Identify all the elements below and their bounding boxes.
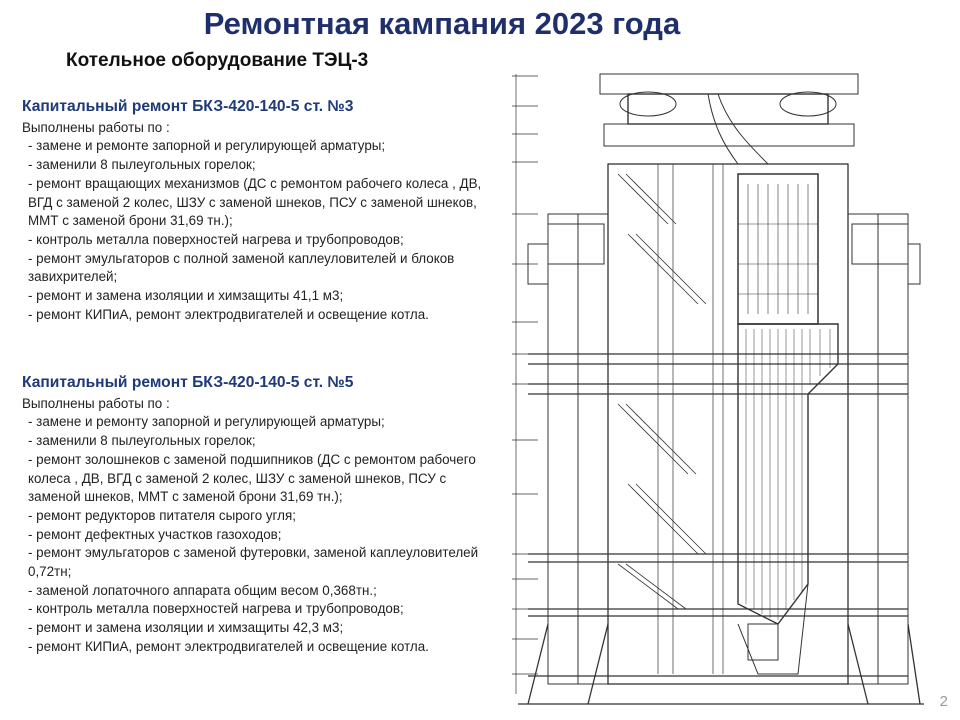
list-item: - контроль металла поверхностей нагрева и трубопроводов; bbox=[28, 231, 404, 247]
list-item: - ремонт вращающих механизмов (ДС с ремонтом рабочего колеса , ДВ, ВГД с заменой 2 колес, ШЗУ с заменой шнеков, ПСУ с заменой шнеков, ММТ с заменой брони 31,69 тн.); bbox=[28, 175, 482, 229]
list-item: - заменили 8 пылеугольных горелок; bbox=[28, 433, 256, 449]
work-list bbox=[22, 137, 492, 324]
section-lead: Выполнены работы по : bbox=[22, 119, 170, 135]
list-item: - ремонт золошнеков с заменой подшипников (ДС с ремонтом рабочего колеса , ДВ, ВГД с заменой 2 колес, ШЗУ с заменой шнеков, ПСУ с заменой шнеков, ММТ с заменой брони 31,69 тн.); bbox=[28, 451, 476, 505]
list-item: - ремонт и замена изоляции и химзащиты 42,3 м3; bbox=[28, 620, 344, 636]
list-item: - замене и ремонте запорной и регулирующей арматуры; bbox=[28, 138, 386, 154]
page-number: 2 bbox=[939, 693, 948, 710]
boiler-drawing-icon bbox=[508, 64, 924, 714]
work-list bbox=[22, 413, 492, 656]
list-item: - заменили 8 пылеугольных горелок; bbox=[28, 157, 256, 173]
section-boiler-5 bbox=[22, 374, 492, 657]
section-heading: Капитальный ремонт БКЗ-420-140-5 ст. №5 bbox=[22, 374, 354, 391]
slide-subtitle: Котельное оборудование ТЭЦ-3 bbox=[66, 50, 369, 71]
list-item: - заменой лопаточного аппарата общим весом 0,368тн.; bbox=[28, 582, 377, 598]
list-item: - замене и ремонту запорной и регулирующей арматуры; bbox=[28, 414, 385, 430]
list-item: - ремонт КИПиА, ремонт электродвигателей и освещение котла. bbox=[28, 306, 429, 322]
section-boiler-3 bbox=[22, 98, 492, 324]
list-item: - ремонт эмульгаторов с заменой футеровки, заменой каплеуловителей 0,72тн; bbox=[28, 545, 479, 580]
list-item: - ремонт редукторов питателя сырого угля; bbox=[28, 507, 296, 523]
list-item: - контроль металла поверхностей нагрева и трубопроводов; bbox=[28, 601, 404, 617]
list-item: - ремонт дефектных участков газоходов; bbox=[28, 526, 282, 542]
section-lead: Выполнены работы по : bbox=[22, 395, 170, 411]
list-item: - ремонт и замена изоляции и химзащиты 41,1 м3; bbox=[28, 288, 344, 304]
list-item: - ремонт эмульгаторов с полной заменой каплеуловителей и блоков завихрителей; bbox=[28, 250, 455, 285]
section-heading: Капитальный ремонт БКЗ-420-140-5 ст. №3 bbox=[22, 98, 354, 115]
slide-title: Ремонтная кампания 2023 года bbox=[203, 6, 681, 41]
list-item: - ремонт КИПиА, ремонт электродвигателей и освещение котла. bbox=[28, 638, 429, 654]
